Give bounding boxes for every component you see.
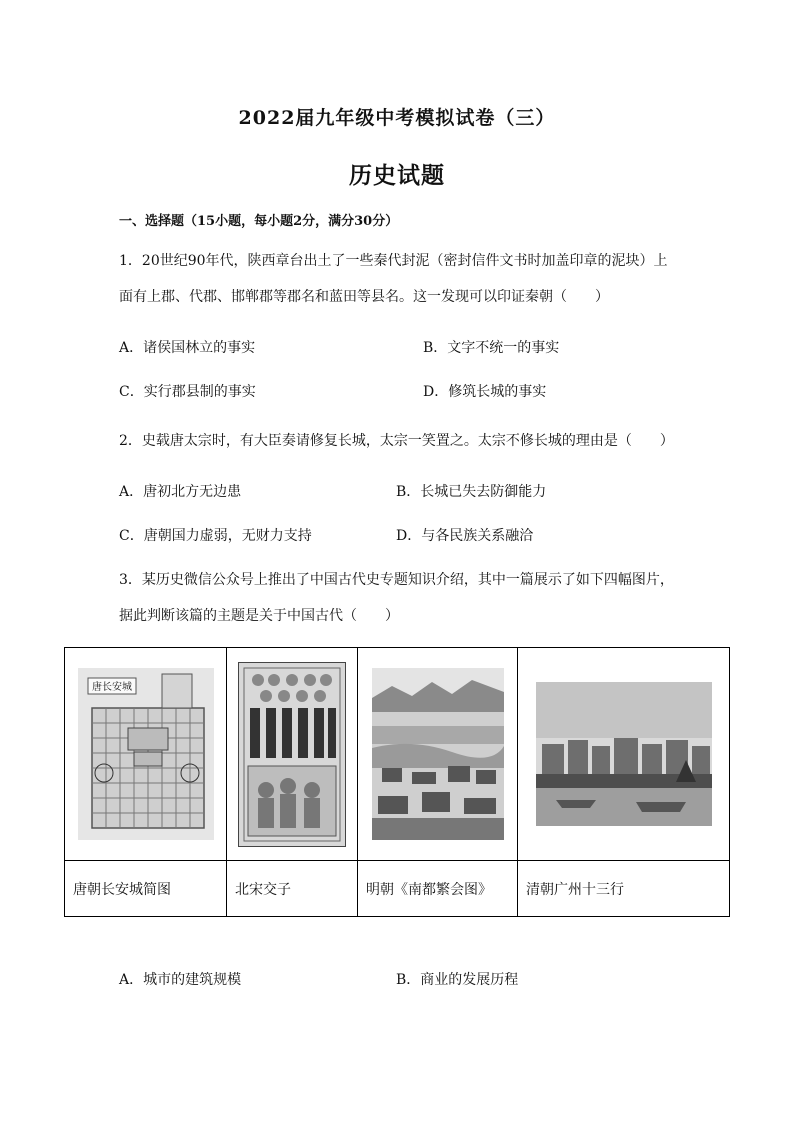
map-label: 唐长安城 (91, 682, 132, 693)
changan-map-image (78, 668, 214, 840)
question-2-option-a: A．唐初北方无边患 (119, 484, 242, 500)
exam-title: 2022届九年级中考模拟试卷（三） (238, 107, 556, 129)
question-3-option-b: B．商业的发展历程 (396, 972, 519, 988)
image-cell-changan-map (65, 648, 227, 861)
caption-nandu-painting: 明朝《南都繁会图》 (358, 861, 518, 917)
question-3-line-1: 3．某历史微信公众号上推出了中国古代史专题知识介绍，其中一篇展示了如下四幅图片， (119, 572, 674, 588)
nandu-fanhui-painting-image (372, 668, 504, 840)
question-3-line-2: 据此判断该篇的主题是关于中国古代（ ） (119, 608, 399, 624)
question-1-option-c: C．实行郡县制的事实 (119, 384, 256, 400)
question-1-option-b: B．文字不统一的事实 (423, 340, 560, 356)
question-2-line-1: 2．史载唐太宗时，有大臣奏请修复长城，太宗一笑置之。太宗不修长城的理由是（ ） (119, 433, 674, 449)
question-3-option-a: A．城市的建筑规模 (119, 972, 242, 988)
question-1-option-a: A．诸侯国林立的事实 (119, 340, 256, 356)
jiaozi-banknote-image (238, 662, 346, 847)
caption-thirteen-hongs: 清朝广州十三行 (518, 861, 730, 917)
caption-changan-map: 唐朝长安城简图 (65, 861, 227, 917)
image-cell-thirteen-hongs (518, 648, 730, 861)
question-1-line-2: 面有上郡、代郡、邯郸郡等郡名和蓝田等县名。这一发现可以印证秦朝（ ） (119, 289, 609, 305)
guangzhou-thirteen-hongs-image (536, 682, 712, 826)
question-2-option-d: D．与各民族关系融洽 (396, 528, 534, 544)
question-2-option-c: C．唐朝国力虚弱，无财力支持 (119, 528, 312, 544)
caption-jiaozi: 北宋交子 (227, 861, 358, 917)
section-heading: 一、选择题（15小题，每小题2分，满分30分） (119, 214, 399, 229)
image-cell-nandu-painting (358, 648, 518, 861)
question-1-option-d: D．修筑长城的事实 (423, 384, 547, 400)
question-1-line-1: 1．20世纪90年代，陕西章台出土了一些秦代封泥（密封信件文书时加盖印章的泥块）上 (119, 253, 668, 269)
subject-title: 历史试题 (349, 162, 445, 189)
question-2-option-b: B．长城已失去防御能力 (396, 484, 547, 500)
image-cell-jiaozi (227, 648, 358, 861)
image-table (64, 647, 730, 917)
